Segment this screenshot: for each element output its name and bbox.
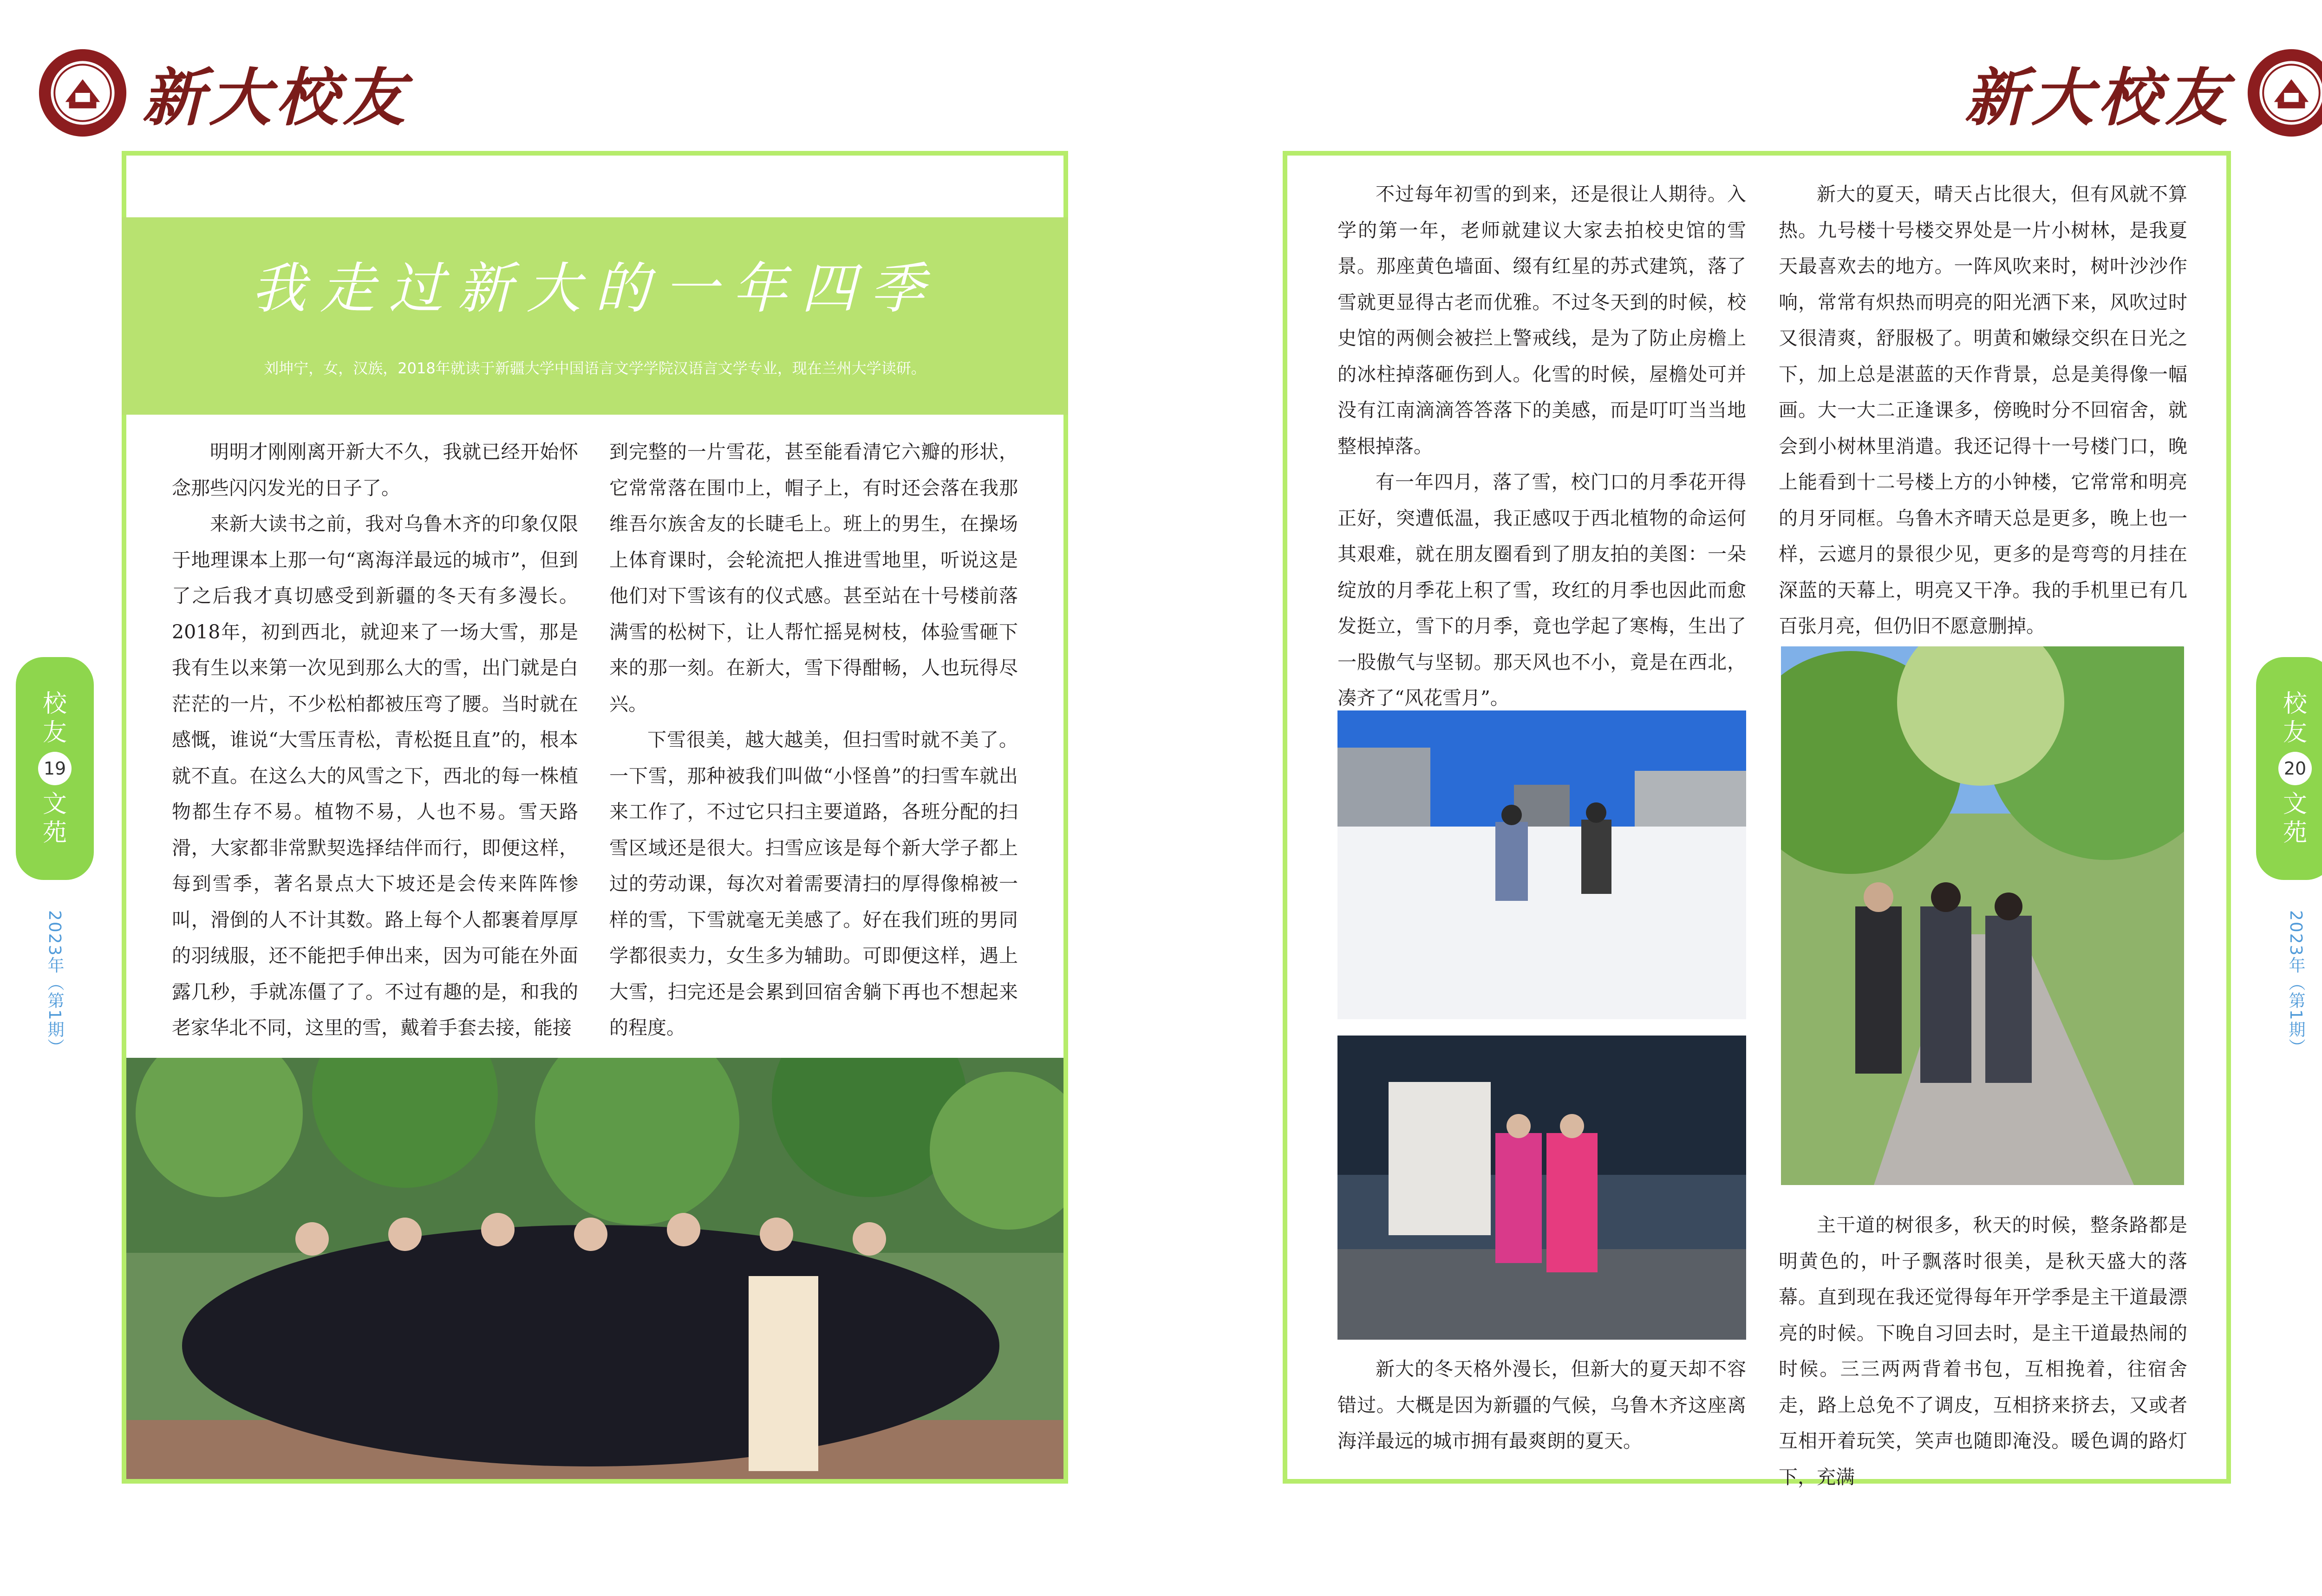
author-byline: 刘坤宁，女，汉族，2018年就读于新疆大学中国语言文学学院汉语言文学专业，现在兰州大学读研。 bbox=[264, 359, 926, 377]
paragraph: 新大的冬天格外漫长，但新大的夏天却不容错过。大概是因为新疆的气候，乌鲁木齐这座离海洋最远的城市拥有最爽朗的夏天。 bbox=[1337, 1358, 1746, 1452]
right-column-2 bbox=[1779, 176, 2187, 645]
magazine-title: 新大校友 bbox=[1964, 61, 2232, 134]
right-section-tab: 校 友 20 文 苑 bbox=[2256, 657, 2322, 880]
magazine-title: 新大校友 bbox=[142, 61, 410, 134]
masthead-left bbox=[37, 46, 410, 139]
graduation-group-photo bbox=[126, 1058, 1063, 1479]
paragraph: 到完整的一片雪花，甚至能看清它六瓣的形状，它常常落在围巾上，帽子上，有时还会落在我那维吾尔族舍友的长睫毛上。班上的男生，在操场上体育课时，会轮流把人推进雪地里，听说这是他们对下雪该有的仪式感。甚至站在十号楼前落满雪的松树下，让人帮忙摇晃树枝，体验雪砸下来的那一刻。在新大，雪下得酣畅，人也玩得尽兴。 bbox=[609, 441, 1018, 715]
left-column-1 bbox=[172, 434, 578, 1046]
masthead-right bbox=[1964, 46, 2322, 139]
paragraph: 主干道的树很多，秋天的时候，整条路都是明黄色的，叶子飘落时很美，是秋天盛大的落幕。直到现在我还觉得每年开学季是主干道最漂亮的时候。下晚自习回去时，是主干道最热闹的时候。三三两两背着书包，互相挽着，往宿舍走，路上总免不了调皮，互相挤来挤去，又或者互相开着玩笑，笑声也随即淹没。暖色调的路灯下，充满 bbox=[1779, 1214, 2187, 1488]
right-column-1-bottom bbox=[1337, 1351, 1746, 1459]
left-column-2 bbox=[609, 434, 1018, 1046]
tree-lined-path-photo bbox=[1781, 646, 2184, 1185]
page-number: 20 bbox=[2278, 752, 2312, 785]
paragraph: 明明才刚刚离开新大不久，我就已经开始怀念那些闪闪发光的日子了。 bbox=[172, 441, 578, 499]
snow-walk-photo bbox=[1337, 710, 1746, 1019]
paragraph: 下雪很美，越大越美，但扫雪时就不美了。一下雪，那种被我们叫做“小怪兽”的扫雪车就出来工作了，不过它只扫主要道路，各班分配的扫雪区域还是很大。扫雪应该是每个新大学子都上过的劳动课，每次对着需要清扫的厚得像棉被一样的雪，下雪就毫无美感了。好在我们班的男同学都很卖力，女生多为辅助。可即便这样，遇上大雪，扫完还是会累到回宿舍躺下再也不想起来的程度。 bbox=[609, 729, 1018, 1039]
page-number: 19 bbox=[38, 752, 72, 785]
left-frame-top-mask bbox=[126, 156, 1063, 202]
issue-label-left: 2023年（第1期） bbox=[45, 910, 64, 1056]
paragraph: 新大的夏天，晴天占比很大，但有风就不算热。九号楼十号楼交界处是一片小树林，是我夏天最喜欢去的地方。一阵风吹来时，树叶沙沙作响，常常有炽热而明亮的阳光洒下来，风吹过时又很清爽，舒服极了。明黄和嫩绿交织在日光之下，加上总是湛蓝的天作背景，总是美得像一幅画。大一大二正逢课多，傍晚时分不回宿舍，就会到小树林里消遣。我还记得十一号楼门口，晚上能看到十二号楼上方的小钟楼，它常常和明亮的月牙同框。乌鲁木齐晴天总是更多，晚上也一样，云遮月的景很少见，更多的是弯弯的月挂在深蓝的天幕上，明亮又干净。我的手机里已有几百张月亮，但仍旧不愿意删掉。 bbox=[1779, 183, 2187, 637]
paragraph: 有一年四月，落了雪，校门口的月季花开得正好，突遭低温，我正感叹于西北植物的命运何其艰难，就在朋友圈看到了朋友拍的美图：一朵绽放的月季花上积了雪，玫红的月季也因此而愈发挺立，雪下的月季，竟也学起了寒梅，生出了一股傲气与坚韧。那天风也不小，竟是在西北，凑齐了“风花雪月”。 bbox=[1337, 471, 1746, 709]
left-section-tab: 校 友 19 文 苑 bbox=[16, 657, 94, 880]
university-seal-logo bbox=[2246, 47, 2322, 138]
campus-snow-portrait-photo bbox=[1337, 1036, 1746, 1340]
university-seal-logo bbox=[37, 47, 128, 138]
article-title: 我走过新大的一年四季 bbox=[251, 256, 939, 320]
article-title-band bbox=[122, 217, 1068, 415]
issue-label-right: 2023年（第1期） bbox=[2286, 910, 2305, 1056]
right-column-1 bbox=[1337, 176, 1746, 717]
paragraph: 不过每年初雪的到来，还是很让人期待。入学的第一年，老师就建议大家去拍校史馆的雪景。那座黄色墙面、缀有红星的苏式建筑，落了雪就更显得古老而优雅。不过冬天到的时候，校史馆的两侧会被拦上警戒线，是为了防止房檐上的冰柱掉落砸伤到人。化雪的时候，屋檐处可并没有江南滴滴答答落下的美感，而是叮叮当当地整根掉落。 bbox=[1337, 183, 1746, 457]
right-column-2-bottom bbox=[1779, 1207, 2187, 1495]
paragraph: 来新大读书之前，我对乌鲁木齐的印象仅限于地理课本上那一句“离海洋最远的城市”，但到了之后我才真切感受到新疆的冬天有多漫长。2018年，初到西北，就迎来了一场大雪，那是我有生以来第一次见到那么大的雪，出门就是白茫茫的一片，不少松柏都被压弯了腰。当时就在感慨，谁说“大雪压青松，青松挺且直”的，根本就不直。在这么大的风雪之下，西北的每一株植物都生存不易。植物不易，人也不易。雪天路滑，大家都非常默契选择结伴而行，即便这样，每到雪季，著名景点大下坡还是会传来阵阵惨叫，滑倒的人不计其数。路上每个人都裹着厚厚的羽绒服，还不能把手伸出来，因为可能在外面露几秒，手就冻僵了了。不过有趣的是，和我的老家华北不同，这里的雪，戴着手套去接，能接 bbox=[172, 513, 578, 1039]
